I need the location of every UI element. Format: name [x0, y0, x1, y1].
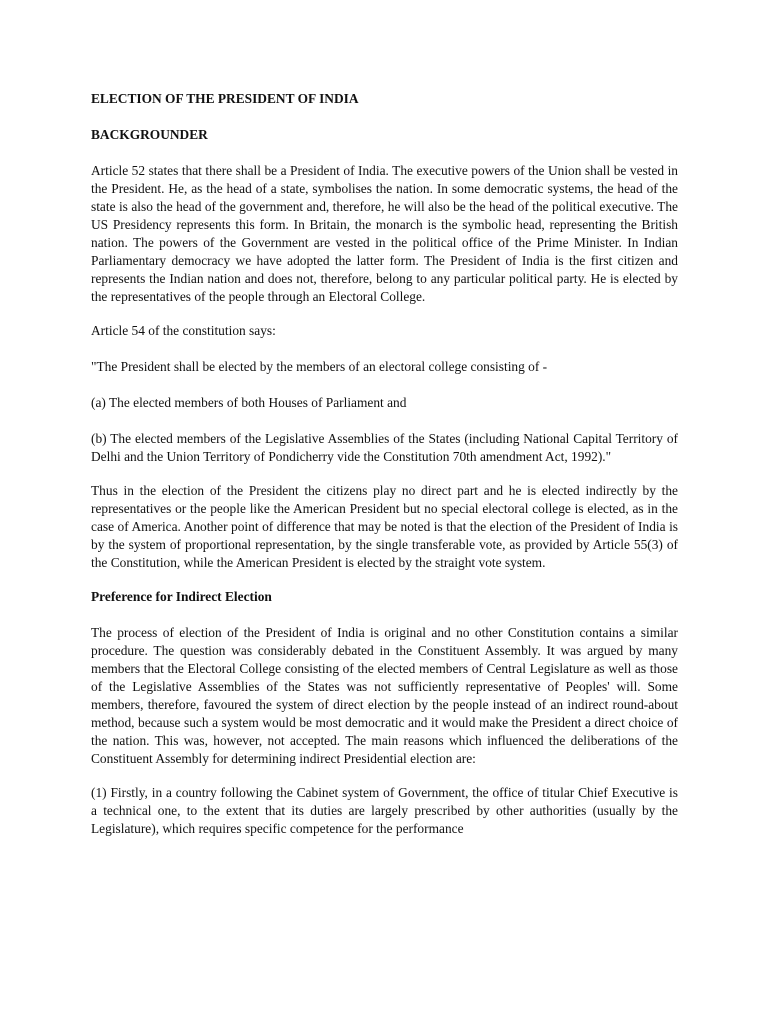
paragraph-indirect-election: Thus in the election of the President the citizens play no direct part and he is elected indirectly by the representatives or the people like the American President but no special electoral college is elected, as in the case of America. Another point of difference that may be noted is that the election of the President of India is by the system of proportional representation, by the single transferable vote, as provided by Article 55(3) of the Constitution, while the American President is elected by the straight vote system. — [91, 483, 678, 570]
paragraph-quote-intro: "The President shall be elected by the members of an electoral college consisting of - — [91, 359, 548, 374]
paragraph-process: The process of election of the President of India is original and no other Constitution contains a similar procedure. The question was considerably debated in the Constituent Assembly. It was argued by many members that the Electoral College consisting of the elected members of Central Legislature as well as those of the Legislative Assemblies of the States was not sufficiently representative of Peoples' will. Some members, therefore, favoured the system of direct election by the people instead of an indirect round-about method, because such a system would be most democratic and it would make the President a direct choice of the nation. This was, however, not accepted. The main reasons which influenced the deliberations of the Constituent Assembly for determining indirect Presidential election are: — [91, 625, 678, 766]
paragraph-clause-b: (b) The elected members of the Legislative Assemblies of the States (including National Capital Territory of Delhi and the Union Territory of Pondicherry vide the Constitution 70th amendment Act, 1992)." — [91, 431, 678, 464]
document-subtitle: BACKGROUNDER — [91, 127, 208, 142]
section-heading: Preference for Indirect Election — [91, 589, 272, 604]
paragraph-article-52: Article 52 states that there shall be a President of India. The executive powers of the Union shall be vested in the President. He, as the head of a state, symbolises the nation. In some democratic systems, the head of the state is also the head of the government and, therefore, he will also be the head of the political executive. The US Presidency represents this form. In Britain, the monarch is the symbolic head, representing the British nation. The powers of the Government are vested in the political office of the Prime Minister. In Indian Parliamentary democracy we have adopted the latter form. The President of India is the first citizen and represents the Indian nation and does not, therefore, belong to any particular political party. He is elected by the representatives of the people through an Electoral College. — [91, 163, 678, 304]
document-page — [91, 90, 678, 854]
document-title: ELECTION OF THE PRESIDENT OF INDIA — [91, 91, 359, 106]
paragraph-article-54-intro: Article 54 of the constitution says: — [91, 323, 276, 338]
paragraph-clause-a: (a) The elected members of both Houses of Parliament and — [91, 395, 407, 410]
paragraph-reason-1: (1) Firstly, in a country following the Cabinet system of Government, the office of titular Chief Executive is a technical one, to the extent that its duties are largely prescribed by other authorities (usually by the Legislature), which requires specific competence for the performance — [91, 785, 678, 836]
